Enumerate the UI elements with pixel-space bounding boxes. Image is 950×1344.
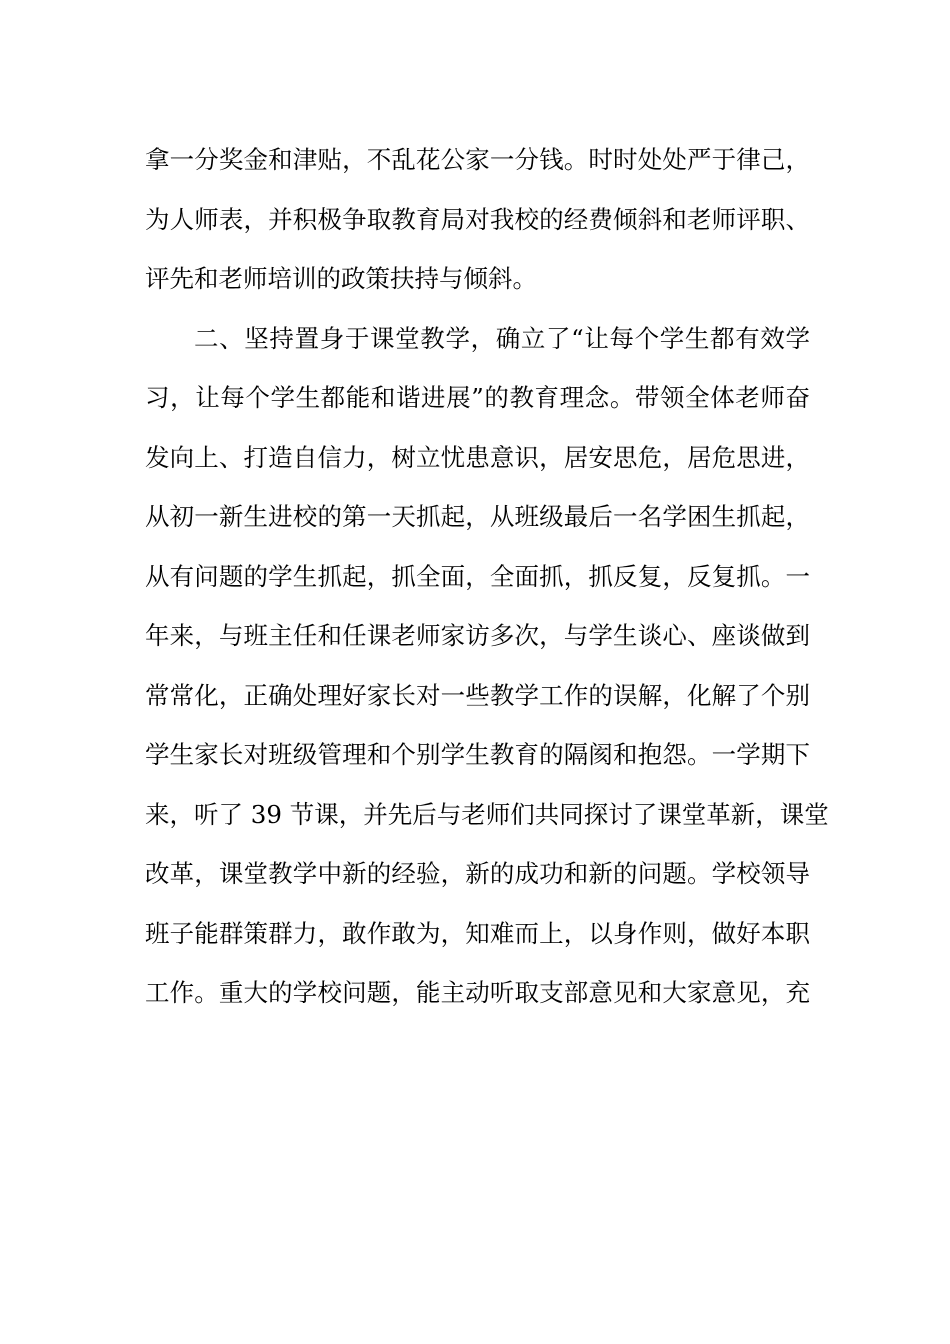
text-line: 常常化，正确处理好家长对一些教学工作的误解，化解了个别 (145, 680, 810, 710)
text-line: 从初一新生进校的第一天抓起，从班级最后一名学困生抓起， (145, 502, 810, 531)
paragraph-start-line: 二、坚持置身于课堂教学，确立了“让每个学生都有效学 (194, 323, 810, 353)
text-line: 从有问题的学生抓起，抓全面，全面抓，抓反复，反复抓。一 (145, 561, 810, 591)
text-line: 习，让每个学生都能和谐进展”的教育理念。带领全体老师奋 (145, 383, 810, 412)
text-line: 学生家长对班级管理和个别学生教育的隔阂和抱怨。一学期下 (145, 740, 810, 769)
text-line: 年来，与班主任和任课老师家访多次，与学生谈心、座谈做到 (145, 621, 810, 650)
text-line: 改革，课堂教学中新的经验，新的成功和新的问题。学校领导 (145, 859, 810, 888)
body-text (145, 130, 829, 1023)
text-line: 工作。重大的学校问题，能主动听取支部意见和大家意见，充 (145, 978, 810, 1007)
text-line: 来，听了 39 节课，并先后与老师们共同探讨了课堂革新，课堂 (145, 799, 829, 829)
text-line: 拿一分奖金和津贴，不乱花公家一分钱。时时处处严于律己， (145, 145, 810, 174)
text-line: 发向上、打造自信力，树立忧患意识，居安思危，居危思进， (145, 442, 810, 472)
text-line: 评先和老师培训的政策扶持与倾斜。 (145, 264, 537, 293)
text-line: 为人师表，并积极争取教育局对我校的经费倾斜和老师评职、 (145, 204, 810, 234)
text-line: 班子能群策群力，敢作敢为，知难而上，以身作则，做好本职 (145, 918, 810, 948)
